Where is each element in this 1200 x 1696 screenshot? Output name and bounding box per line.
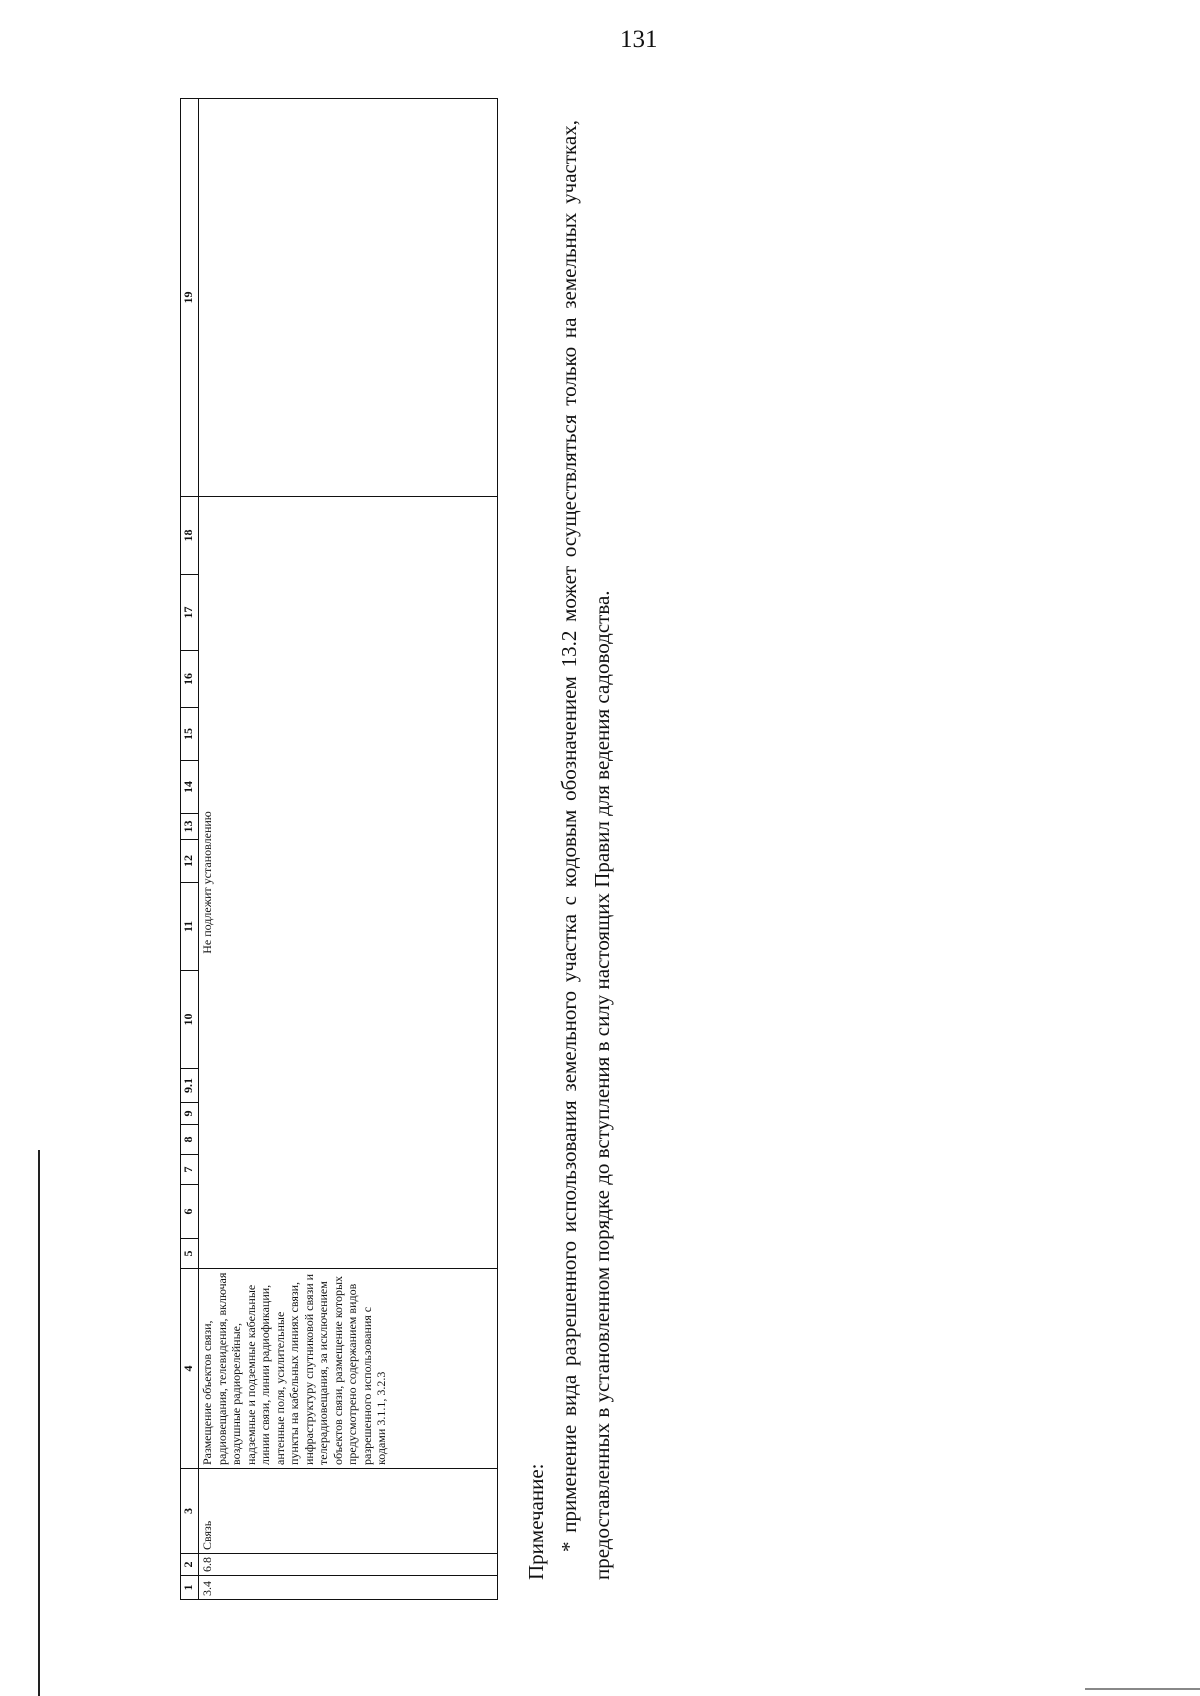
header-col-1: 1 (181, 1576, 199, 1600)
header-col-12: 12 (181, 840, 199, 883)
cell-zone-code: 3.4 (199, 1576, 498, 1600)
cell-parameters-spanned: Не подлежит установлению (199, 497, 498, 1269)
cell-use-code: 6.8 (199, 1554, 498, 1576)
cell-use-description: Размещение объектов связи, радиовещания, телевидения, включая воздушные радиорелейные, надземные и подземные кабельные линии связи, линии радиофикации, антенные поля, усилительные пункты на кабельных линиях связи, инфраструктуру спутниковой связи и телерадиовещания, за исключением объектов связи, размещение которых предусмотрено содержанием видов разрешенного использования с кодами 3.1.1, 3.2.3 (199, 1269, 498, 1469)
land-use-table (180, 98, 498, 1600)
header-col-4: 4 (181, 1269, 199, 1469)
header-col-15: 15 (181, 708, 199, 761)
note-body: * применение вида разрешенного использования земельного участка с кодовым обозначением 13.2 может осуществляться только на земельных участках, предоставленных в установленном порядке до вступления в силу настоящих Правил для ведения садоводства. (557, 120, 614, 1580)
note-block (520, 120, 619, 1580)
table-header-row (181, 99, 199, 1600)
cell-use-name: Связь (199, 1469, 498, 1554)
header-col-6: 6 (181, 1185, 199, 1239)
header-col-9-1: 9.1 (181, 1069, 199, 1103)
header-col-17: 17 (181, 575, 199, 651)
header-col-13: 13 (181, 814, 199, 840)
note-heading: Примечание: (524, 1463, 548, 1580)
rotated-page-body (180, 100, 660, 1600)
header-col-8: 8 (181, 1125, 199, 1155)
scan-binding-line (38, 1150, 40, 1696)
header-col-14: 14 (181, 761, 199, 814)
header-col-11: 11 (181, 883, 199, 971)
cell-col-19 (199, 99, 498, 497)
header-col-5: 5 (181, 1239, 199, 1269)
header-col-2: 2 (181, 1554, 199, 1576)
header-col-18: 18 (181, 497, 199, 575)
header-col-3: 3 (181, 1469, 199, 1554)
scan-edge-mark (1085, 1688, 1200, 1690)
header-col-9: 9 (181, 1103, 199, 1125)
table-row (199, 99, 498, 1600)
header-col-16: 16 (181, 651, 199, 708)
header-col-10: 10 (181, 971, 199, 1069)
header-col-7: 7 (181, 1155, 199, 1185)
header-col-19: 19 (181, 99, 199, 497)
page-number: 131 (620, 26, 658, 53)
